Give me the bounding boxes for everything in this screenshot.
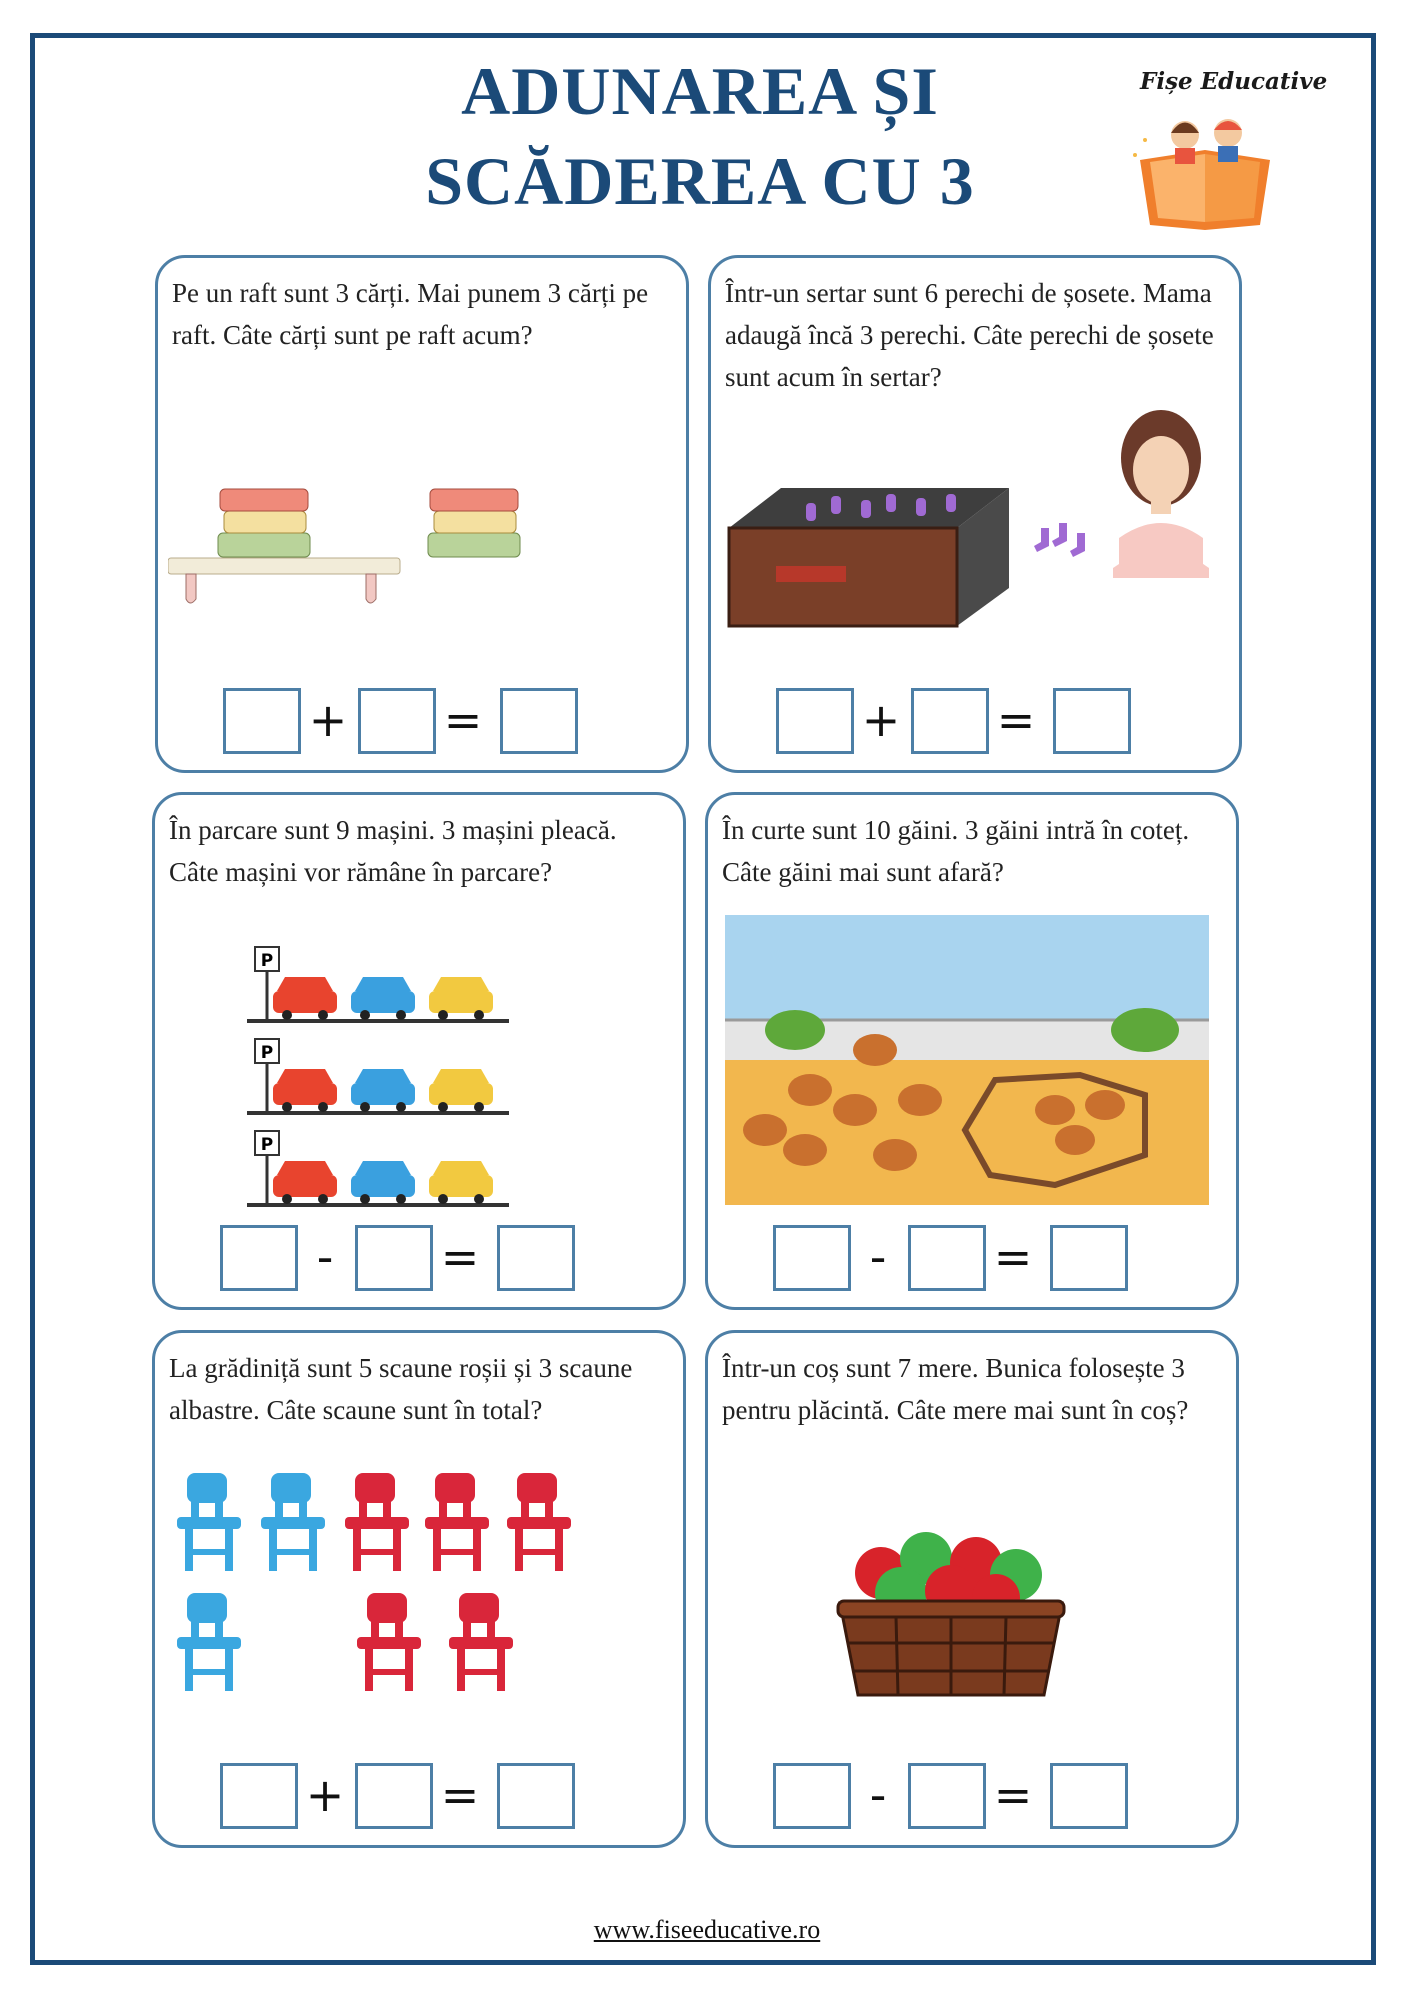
problem-text: În parcare sunt 9 mașini. 3 mașini pleacă. Câte mașini vor rămâne în parcare? (169, 815, 617, 887)
answer-box-2[interactable] (355, 1225, 433, 1291)
parking-sign: P (260, 951, 274, 971)
equals-sign: = (993, 1230, 1033, 1284)
book-kids-logo-icon (1120, 100, 1290, 240)
answer-box-result[interactable] (500, 688, 578, 754)
minus-sign: - (316, 1230, 334, 1284)
socks-added (1034, 523, 1085, 557)
problem-card-3 (152, 792, 686, 1310)
red-chair (345, 1473, 409, 1571)
answer-box-2[interactable] (911, 688, 989, 754)
problem-card-5 (152, 1330, 686, 1848)
equals-sign: = (440, 1768, 480, 1822)
red-chair (425, 1473, 489, 1571)
minus-sign: - (869, 1768, 887, 1822)
answer-box-2[interactable] (908, 1763, 986, 1829)
chairs-illustration (177, 1473, 577, 1713)
problem-text: Pe un raft sunt 3 cărți. Mai punem 3 cărți pe raft. Câte cărți sunt pe raft acum? (172, 278, 649, 350)
drawer-socks-illustration (721, 408, 1231, 638)
equation-row (711, 688, 1239, 760)
equation-row (158, 688, 686, 760)
answer-box-result[interactable] (1053, 688, 1131, 754)
equation-row (155, 1225, 683, 1297)
answer-box-2[interactable] (358, 688, 436, 754)
book-stack-on-shelf (218, 489, 310, 557)
answer-box-1[interactable] (776, 688, 854, 754)
answer-box-1[interactable] (773, 1225, 851, 1291)
equals-sign: = (993, 1768, 1033, 1822)
plus-sign: + (305, 1768, 345, 1822)
book-stack-added (428, 489, 520, 557)
red-chair (507, 1473, 571, 1571)
problem-text: Într-un coș sunt 7 mere. Bunica folosește 3 pentru plăcintă. Câte mere mai sunt în coș? (722, 1353, 1189, 1425)
shelf-books-illustration (168, 483, 678, 623)
problem-card-2 (708, 255, 1242, 773)
equation-row (155, 1763, 683, 1835)
blue-chair (177, 1593, 241, 1691)
blue-car (351, 977, 415, 1020)
answer-box-2[interactable] (908, 1225, 986, 1291)
blue-chair (261, 1473, 325, 1571)
blue-chair (177, 1473, 241, 1571)
equals-sign: = (443, 693, 483, 747)
answer-box-result[interactable] (1050, 1225, 1128, 1291)
minus-sign: - (869, 1230, 887, 1284)
mother-figure (1113, 410, 1209, 578)
answer-box-2[interactable] (355, 1763, 433, 1829)
answer-box-result[interactable] (497, 1763, 575, 1829)
equals-sign: = (440, 1230, 480, 1284)
page-title-line2: SCĂDEREA CU 3 (425, 143, 975, 219)
apple-basket-illustration (836, 1503, 1066, 1703)
red-car (273, 977, 337, 1020)
problem-text: În curte sunt 10 găini. 3 găini intră în coteț. Câte găini mai sunt afară? (722, 815, 1190, 887)
brand-logo-text: Fișe Educative (1140, 68, 1328, 95)
answer-box-result[interactable] (1050, 1763, 1128, 1829)
answer-box-1[interactable] (220, 1763, 298, 1829)
answer-box-1[interactable] (220, 1225, 298, 1291)
equals-sign: = (996, 693, 1036, 747)
problem-card-1 (155, 255, 689, 773)
page-title-line1: ADUNAREA ȘI (461, 53, 939, 129)
answer-box-1[interactable] (773, 1763, 851, 1829)
equation-row (708, 1763, 1236, 1835)
plus-sign: + (861, 693, 901, 747)
hens-yard-illustration (725, 915, 1209, 1205)
red-chair (357, 1593, 421, 1691)
yellow-car (429, 977, 493, 1020)
problem-text: Într-un sertar sunt 6 perechi de șosete. Mama adaugă încă 3 perechi. Câte perechi de șosete sunt acum în sertar? (725, 278, 1214, 392)
answer-box-1[interactable] (223, 688, 301, 754)
parking-cars-illustration (247, 945, 527, 1215)
problem-card-4 (705, 792, 1239, 1310)
problem-text: La grădiniță sunt 5 scaune roșii și 3 scaune albastre. Câte scaune sunt în total? (169, 1353, 633, 1425)
answer-box-result[interactable] (497, 1225, 575, 1291)
website-link[interactable]: www.fiseeducative.ro (593, 1915, 821, 1944)
plus-sign: + (308, 693, 348, 747)
problem-card-6 (705, 1330, 1239, 1848)
equation-row (708, 1225, 1236, 1297)
red-chair (449, 1593, 513, 1691)
